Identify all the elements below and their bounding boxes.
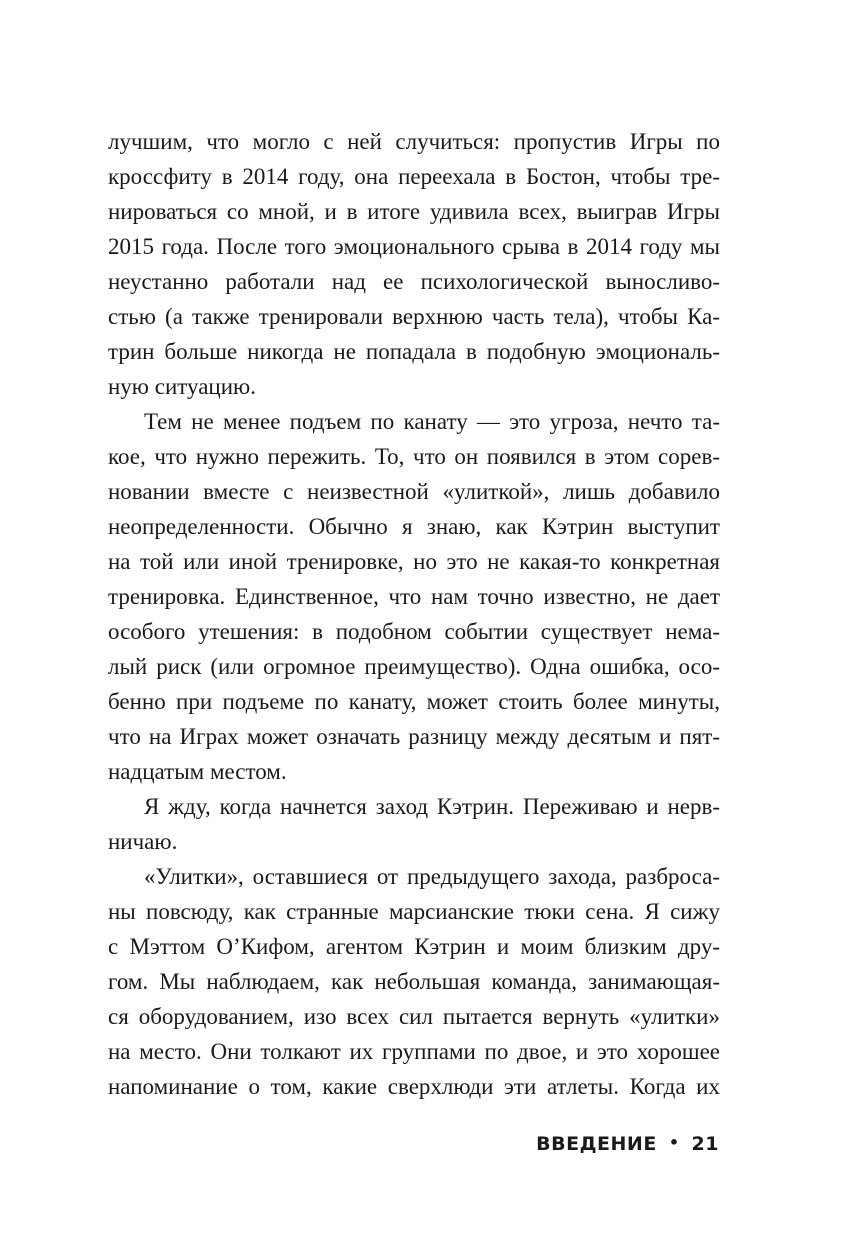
- text-line: ничаю.: [108, 829, 178, 854]
- text-line: стью (а также тренировали верхнюю часть тела), чтобы Ка-: [108, 304, 720, 329]
- text-line: лучшим, что могло с ней случиться: пропустив Игры по: [108, 129, 720, 154]
- text-line: кое, что нужно пережить. То, что он появился в этом сорев-: [108, 444, 720, 469]
- text-line: нироваться со мной, и в итоге удивила всех, выиграв Игры: [108, 199, 720, 224]
- text-line: на место. Они толкают их группами по двое, и это хорошее: [108, 1039, 720, 1064]
- text-line: что на Играх может означать разницу между десятым и пят-: [108, 724, 720, 749]
- text-line: лый риск (или огромное преимущество). Одна ошибка, осо-: [108, 654, 720, 679]
- text-line: гом. Мы наблюдаем, как небольшая команда, занимающая-: [108, 969, 720, 994]
- text-line: бенно при подъеме по канату, может стоить более минуты,: [108, 689, 720, 714]
- text-line: особого утешения: в подобном событии существует нема-: [108, 619, 720, 644]
- body-text: [108, 124, 720, 1104]
- text-line: Тем не менее подъем по канату — это угроза, нечто та-: [144, 409, 720, 434]
- text-line: неустанно работали над ее психологической выносливо-: [108, 269, 720, 294]
- text-line: «Улитки», оставшиеся от предыдущего захода, разброса-: [144, 864, 720, 889]
- text-line: напоминание о том, какие сверхлюди эти атлеты. Когда их: [108, 1074, 720, 1099]
- running-footer: [536, 1133, 719, 1155]
- text-line: трин больше никогда не попадала в подобную эмоциональ-: [108, 339, 720, 364]
- text-line: надцатым местом.: [108, 759, 287, 784]
- section-title: ВВЕДЕНИЕ: [536, 1133, 657, 1155]
- text-line: неопределенности. Обычно я знаю, как Кэтрин выступит: [108, 514, 720, 539]
- text-line: тренировка. Единственное, что нам точно известно, не дает: [108, 584, 720, 609]
- text-line: кроссфиту в 2014 году, она переехала в Бостон, чтобы тре-: [108, 164, 720, 189]
- bullet-separator: •: [668, 1133, 680, 1152]
- text-line: на той или иной тренировке, но это не какая-то конкретная: [108, 549, 720, 574]
- text-line: Я жду, когда начнется заход Кэтрин. Переживаю и нерв-: [144, 794, 720, 819]
- page-number: 21: [691, 1133, 719, 1155]
- text-line: 2015 года. После того эмоционального срыва в 2014 году мы: [108, 234, 720, 259]
- text-line: ны повсюду, как странные марсианские тюки сена. Я сижу: [108, 899, 720, 924]
- text-line: ную ситуацию.: [108, 374, 256, 399]
- text-line: ся оборудованием, изо всех сил пытается вернуть «улитки»: [108, 1004, 720, 1029]
- text-line: с Мэттом О’Кифом, агентом Кэтрин и моим близким дру-: [108, 934, 720, 959]
- text-line: новании вместе с неизвестной «улиткой», лишь добавило: [108, 479, 720, 504]
